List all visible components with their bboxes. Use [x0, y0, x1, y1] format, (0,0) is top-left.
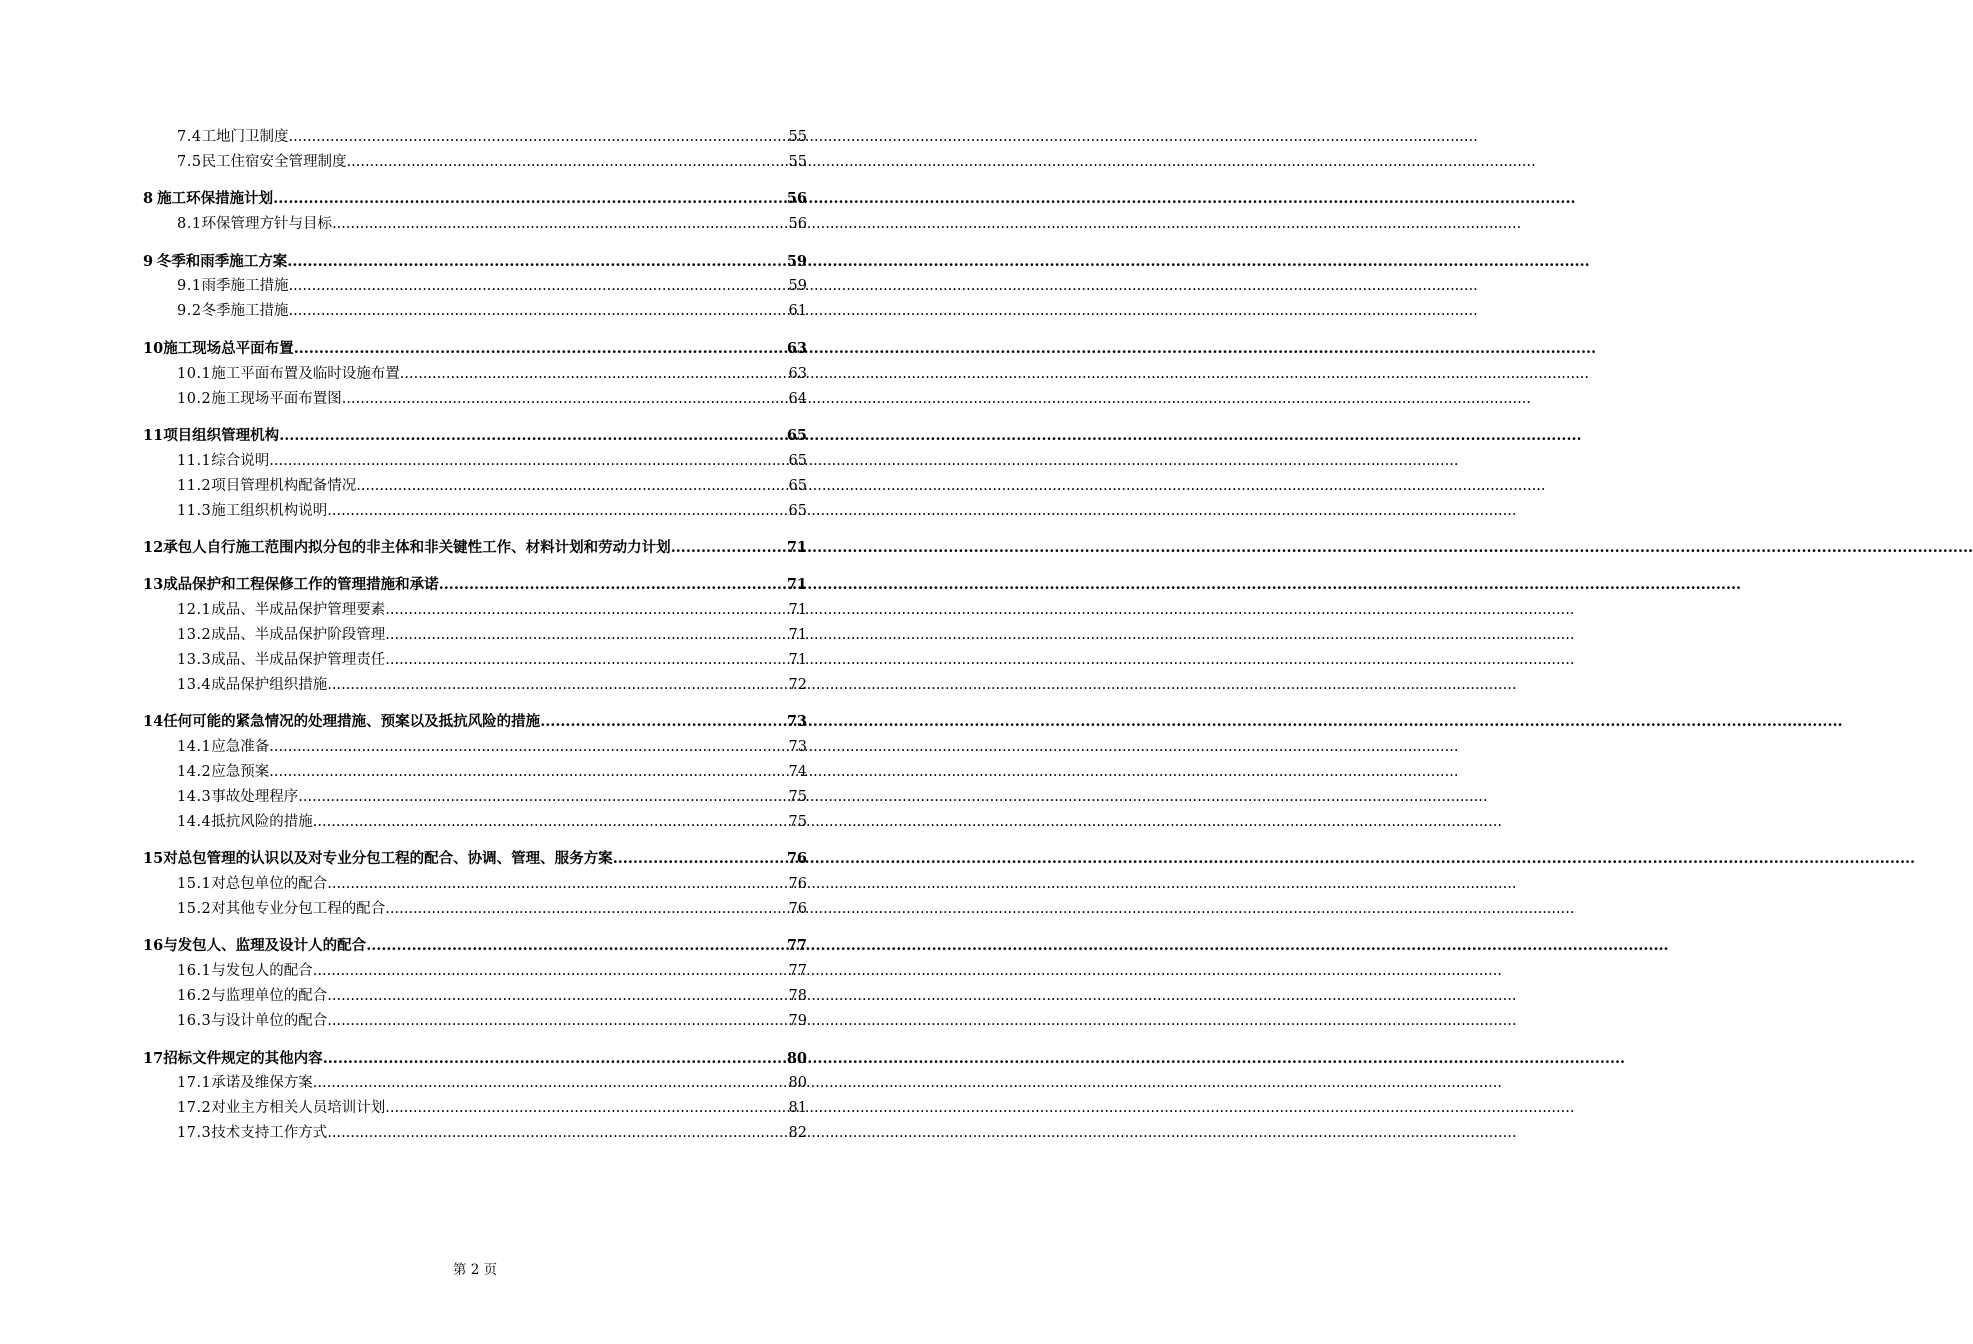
toc-dot-leader	[366, 934, 786, 959]
toc-chapter-entry[interactable]	[143, 710, 807, 735]
toc-dot-leader	[327, 1121, 787, 1146]
toc-dot-leader	[298, 785, 787, 810]
toc-entry-number: 13	[143, 576, 164, 594]
toc-section-entry[interactable]	[143, 1071, 807, 1096]
toc-chapter-entry[interactable]	[143, 536, 807, 561]
toc-entry-title: 与设计单位的配合	[211, 1013, 328, 1030]
toc-section-entry[interactable]	[143, 735, 807, 760]
toc-entry-title: 施工组织机构说明	[211, 502, 328, 519]
toc-entry-title: 施工现场平面布置图	[211, 390, 342, 407]
toc-dot-leader	[400, 362, 788, 387]
toc-entry-title: 成品、半成品保护阶段管理	[211, 627, 386, 644]
toc-entry-title: 成品保护组织措施	[211, 676, 328, 693]
toc-entry-page: 55	[788, 129, 807, 145]
toc-entry-title: 施工现场总平面布置	[163, 339, 294, 357]
toc-entry-page: 56	[786, 190, 807, 208]
toc-entry-title: 应急准备	[211, 739, 270, 756]
toc-entry-title: 技术支持工作方式	[211, 1125, 328, 1142]
toc-dot-leader	[327, 984, 787, 1009]
toc-entry-page: 73	[786, 713, 807, 731]
toc-entry-number: 12.1	[177, 602, 212, 619]
toc-dot-leader	[289, 299, 788, 324]
toc-dot-leader	[385, 623, 787, 648]
toc-entry-page: 75	[788, 788, 807, 805]
toc-entry-page: 71	[788, 652, 807, 669]
toc-entry-title: 任何可能的紧急情况的处理措施、预案以及抵抗风险的措施	[163, 713, 541, 731]
toc-entry-title: 与监理单位的配合	[211, 988, 328, 1005]
toc-entry-page: 65	[786, 426, 807, 444]
toc-entry-page: 71	[786, 576, 807, 594]
toc-entry-number: 17.1	[177, 1075, 212, 1092]
toc-dot-leader	[385, 897, 787, 922]
toc-entry-number: 15.1	[177, 876, 212, 893]
toc-entry-page: 75	[788, 813, 807, 830]
toc-entry-page: 80	[786, 1049, 807, 1067]
toc-section-entry[interactable]	[143, 623, 807, 648]
toc-entry-title: 成品、半成品保护管理要素	[211, 602, 386, 619]
toc-entry-title: 对其他专业分包工程的配合	[211, 901, 386, 918]
toc-dot-leader	[385, 598, 787, 623]
toc-entry-page: 65	[788, 502, 807, 519]
toc-entry-page: 61	[788, 303, 807, 320]
toc-section-entry[interactable]	[143, 474, 807, 499]
toc-entry-title: 对总包单位的配合	[211, 876, 328, 893]
toc-section-entry[interactable]	[143, 387, 807, 412]
toc-entry-page: 76	[788, 876, 807, 893]
toc-entry-number: 10.1	[177, 365, 212, 382]
toc-entry-number: 13.3	[177, 652, 212, 669]
page-footer	[0, 1258, 950, 1278]
toc-section-entry[interactable]	[143, 598, 807, 623]
toc-entry-title: 事故处理程序	[211, 788, 299, 805]
toc-entry-page: 55	[788, 153, 807, 170]
toc-section-entry[interactable]	[143, 362, 807, 387]
toc-section-entry[interactable]	[143, 897, 807, 922]
toc-section-entry[interactable]	[143, 299, 807, 324]
toc-section-entry[interactable]	[143, 1121, 807, 1146]
toc-entry-title: 成品保护和工程保修工作的管理措施和承诺	[163, 576, 439, 594]
toc-dot-leader	[356, 474, 787, 499]
toc-dot-leader	[671, 536, 786, 561]
toc-entry-title: 环保管理方针与目标	[201, 216, 333, 233]
toc-section-entry[interactable]	[143, 1096, 807, 1121]
toc-dot-leader	[289, 274, 788, 299]
toc-entry-number: 11	[143, 426, 164, 444]
toc-dot-leader	[385, 648, 787, 673]
toc-entry-page: 76	[788, 901, 807, 918]
toc-entry-number: 8	[143, 190, 154, 208]
toc-entry-number: 14.4	[177, 813, 212, 830]
toc-entry-page: 64	[788, 390, 807, 407]
toc-section-entry[interactable]	[143, 212, 807, 237]
toc-chapter-entry[interactable]	[143, 847, 807, 872]
toc-entry-page: 80	[788, 1075, 807, 1092]
toc-entry-number: 9.2	[177, 303, 202, 320]
toc-entry-title: 与发包人的配合	[211, 963, 313, 980]
toc-entry-page: 59	[786, 252, 807, 270]
toc-dot-leader	[273, 187, 786, 212]
toc-entry-page: 79	[788, 1013, 807, 1030]
toc-entry-page: 63	[786, 339, 807, 357]
toc-entry-title: 施工平面布置及临时设施布置	[211, 365, 400, 382]
toc-entry-number: 17.3	[177, 1125, 212, 1142]
toc-entry-number: 14	[143, 713, 164, 731]
toc-entry-number: 11.2	[177, 477, 212, 494]
toc-entry-number: 16.1	[177, 963, 212, 980]
toc-entry-number: 14.2	[177, 764, 212, 781]
toc-entry-number: 13.4	[177, 676, 212, 693]
toc-entry-page: 77	[788, 963, 807, 980]
toc-entry-number: 15	[143, 850, 164, 868]
toc-chapter-entry[interactable]	[143, 934, 807, 959]
toc-dot-leader	[327, 499, 787, 524]
page-number-label: 第 2 页	[452, 1262, 498, 1278]
toc-entry-number: 16.3	[177, 1013, 212, 1030]
toc-section-entry[interactable]	[143, 648, 807, 673]
toc-entry-title: 项目管理机构配备情况	[211, 477, 357, 494]
toc-entry-number: 13.2	[177, 627, 212, 644]
toc-section-entry[interactable]	[143, 499, 807, 524]
toc-dot-leader	[323, 1047, 786, 1072]
toc-entry-number: 12	[143, 538, 164, 556]
toc-entry-number: 16	[143, 937, 164, 955]
toc-entry-title: 与发包人、监理及设计人的配合	[163, 937, 367, 955]
toc-dot-leader	[327, 872, 787, 897]
toc-section-entry[interactable]	[143, 274, 807, 299]
toc-dot-leader	[327, 673, 787, 698]
toc-dot-leader	[385, 1096, 787, 1121]
toc-section-entry[interactable]	[143, 150, 807, 175]
toc-chapter-entry[interactable]	[143, 573, 807, 598]
toc-entry-number: 16.2	[177, 988, 212, 1005]
toc-entry-page: 56	[788, 216, 807, 233]
toc-entry-page: 81	[788, 1100, 807, 1117]
toc-dot-leader	[313, 959, 788, 984]
toc-entry-title: 承诺及维保方案	[211, 1075, 313, 1092]
toc-section-entry[interactable]	[143, 760, 807, 785]
toc-section-entry[interactable]	[143, 810, 807, 835]
toc-dot-leader	[269, 735, 787, 760]
toc-entry-title: 综合说明	[211, 452, 270, 469]
toc-entry-page: 71	[788, 602, 807, 619]
toc-entry-page: 78	[788, 988, 807, 1005]
toc-entry-page: 71	[788, 627, 807, 644]
toc-entry-number: 11.1	[177, 452, 212, 469]
toc-dot-leader	[279, 424, 786, 449]
toc-section-entry[interactable]	[143, 673, 807, 698]
toc-entry-number: 14.1	[177, 739, 212, 756]
toc-section-entry[interactable]	[143, 959, 807, 984]
toc-entry-title: 对业主方相关人员培训计划	[211, 1100, 386, 1117]
toc-dot-leader	[540, 710, 786, 735]
toc-section-entry[interactable]	[143, 872, 807, 897]
toc-entry-title: 对总包管理的认识以及对专业分包工程的配合、协调、管理、服务方案	[163, 850, 613, 868]
toc-entry-page: 65	[788, 477, 807, 494]
toc-entry-title: 承包人自行施工范围内拟分包的非主体和非关键性工作、材料计划和劳动力计划	[163, 538, 671, 556]
toc-entry-title: 抵抗风险的措施	[211, 813, 313, 830]
toc-section-entry[interactable]	[143, 449, 807, 474]
toc-entry-number: 17.2	[177, 1100, 212, 1117]
toc-dot-leader	[439, 573, 786, 598]
toc-entry-number: 9	[143, 252, 154, 270]
toc-entry-title: 民工住宿安全管理制度	[201, 153, 347, 170]
toc-entry-page: 65	[788, 452, 807, 469]
toc-entry-number: 8.1	[177, 216, 202, 233]
toc-entry-number: 10	[143, 339, 164, 357]
toc-entry-number: 15.2	[177, 901, 212, 918]
toc-dot-leader	[332, 212, 787, 237]
toc-entry-title: 施工环保措施计划	[157, 190, 274, 208]
toc-entry-number: 10.2	[177, 390, 212, 407]
toc-section-entry[interactable]	[143, 1009, 807, 1034]
toc-dot-leader	[269, 449, 787, 474]
toc-dot-leader	[289, 125, 788, 150]
toc-dot-leader	[294, 337, 786, 362]
toc-section-entry[interactable]	[143, 785, 807, 810]
toc-chapter-entry[interactable]	[143, 337, 807, 362]
toc-entry-page: 77	[786, 937, 807, 955]
toc-entry-title: 冬季和雨季施工方案	[156, 252, 288, 270]
toc-entry-page: 59	[788, 278, 807, 295]
toc-chapter-entry[interactable]	[143, 424, 807, 449]
toc-chapter-entry[interactable]	[143, 250, 807, 275]
toc-entry-number: 7.5	[177, 153, 202, 170]
toc-dot-leader	[347, 150, 788, 175]
toc-entry-page: 74	[788, 764, 807, 781]
toc-entry-number: 9.1	[177, 278, 202, 295]
toc-entry-page: 82	[788, 1125, 807, 1142]
toc-entry-title: 冬季施工措施	[201, 303, 289, 320]
toc-dot-leader	[287, 250, 786, 275]
toc-dot-leader	[313, 1071, 788, 1096]
toc-entry-title: 成品、半成品保护管理责任	[211, 652, 386, 669]
toc-dot-leader	[269, 760, 787, 785]
toc-entry-page: 76	[786, 850, 807, 868]
toc-entry-number: 7.4	[177, 129, 202, 145]
toc-dot-leader	[313, 810, 788, 835]
toc-entry-title: 项目组织管理机构	[163, 426, 280, 444]
toc-entry-page: 63	[788, 365, 807, 382]
toc-section-entry[interactable]	[143, 984, 807, 1009]
toc-section-entry[interactable]	[143, 125, 807, 150]
toc-chapter-entry[interactable]	[143, 1047, 807, 1072]
toc-entry-title: 工地门卫制度	[201, 129, 289, 145]
toc-entry-title: 雨季施工措施	[201, 278, 289, 295]
toc-entry-number: 17	[143, 1049, 164, 1067]
toc-dot-leader	[342, 387, 788, 412]
toc-entry-title: 招标文件规定的其他内容	[163, 1049, 323, 1067]
toc-entry-number: 11.3	[177, 502, 212, 519]
toc-entry-page: 71	[786, 538, 807, 556]
toc-dot-leader	[327, 1009, 787, 1034]
toc-dot-leader	[613, 847, 786, 872]
toc-entry-page: 73	[788, 739, 807, 756]
toc-entry-page: 72	[788, 676, 807, 693]
toc-entry-number: 14.3	[177, 788, 212, 805]
toc-entry-title: 应急预案	[211, 764, 270, 781]
toc-chapter-entry[interactable]	[143, 187, 807, 212]
table-of-contents	[143, 125, 807, 1146]
